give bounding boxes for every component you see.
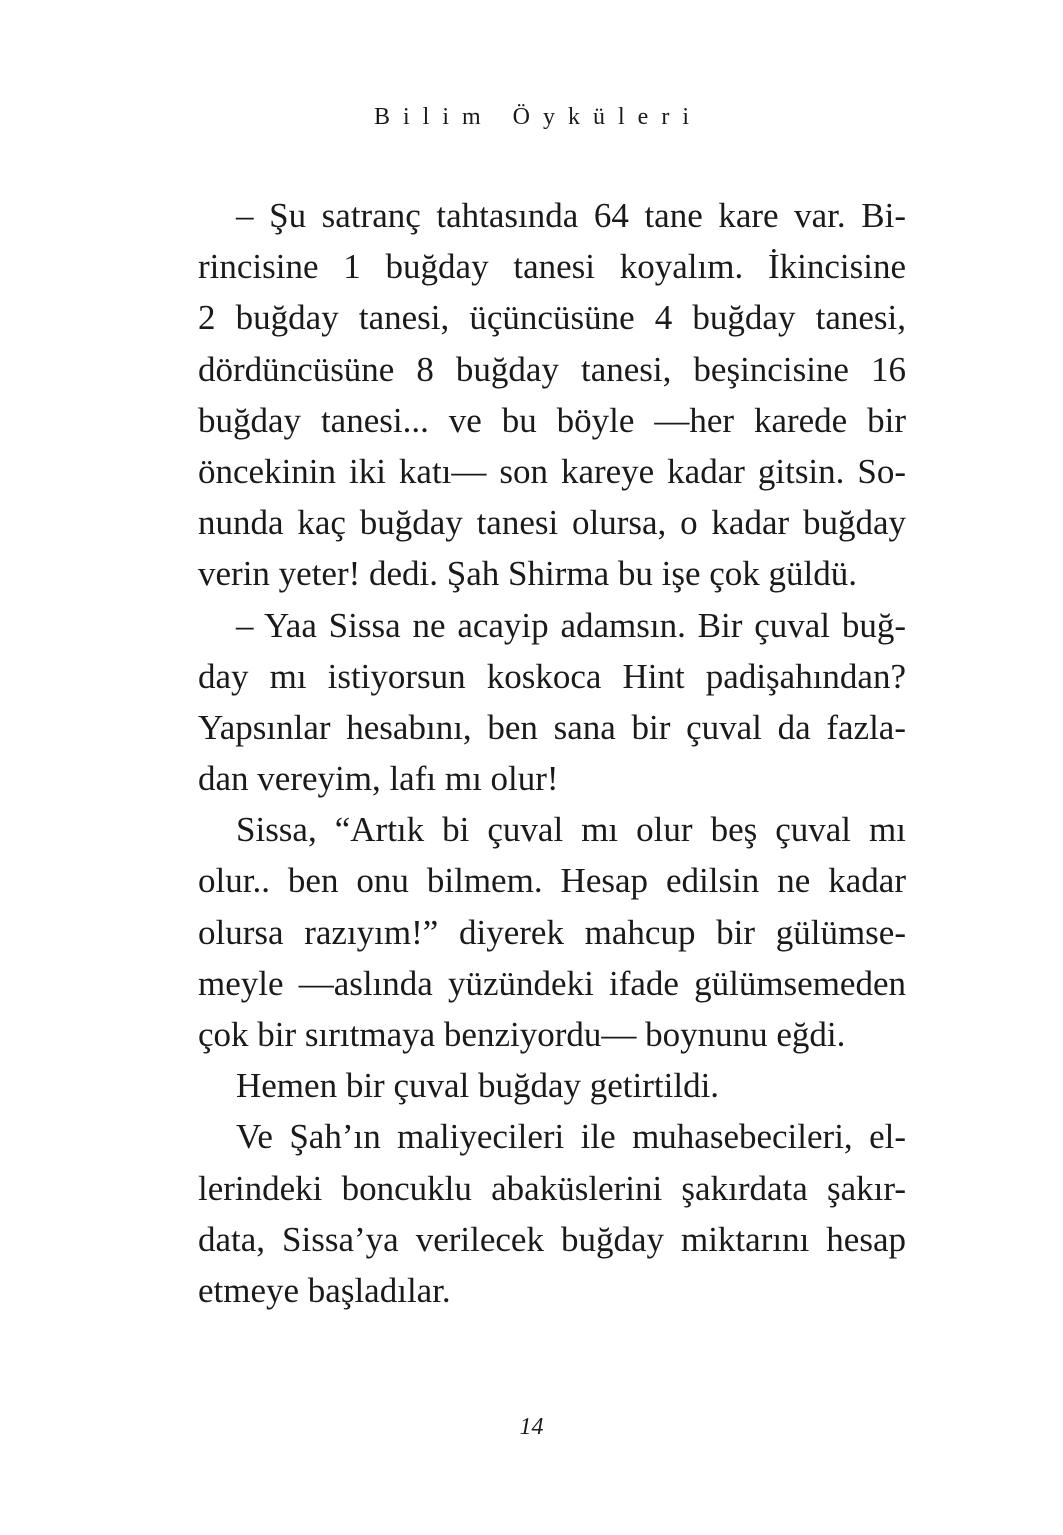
text-line: dördüncüsüne 8 buğday tanesi, beşincisine 16 (198, 349, 906, 389)
text-line: Hemen bir çuval buğday getirtildi. (236, 1066, 720, 1106)
page-number: 14 (519, 1414, 544, 1440)
text-line: – Yaa Sissa ne acayip adamsın. Bir çuval buğ- (236, 605, 906, 645)
text-line: Sissa, “Artık bi çuval mı olur beş çuval mı (236, 810, 906, 850)
running-head: Bilim Öyküleri (374, 104, 702, 130)
text-line: öncekinin iki katı— son kareye kadar gitsin. So- (198, 451, 906, 491)
text-line: day mı istiyorsun koskoca Hint padişahından? (198, 656, 906, 696)
text-line: lerindeki boncuklu abaküslerini şakırdata şakır- (198, 1168, 906, 1208)
text-line: buğday tanesi... ve bu böyle —her karede bir (198, 400, 906, 440)
text-line: rincisine 1 buğday tanesi koyalım. İkincisine (198, 247, 906, 287)
text-line: data, Sissa’ya verilecek buğday miktarını hesap (198, 1219, 906, 1259)
text-line: meyle —aslında yüzündeki ifade gülümsemeden (198, 963, 906, 1003)
text-line: çok bir sırıtmaya benziyordu— boynunu eğdi. (198, 1015, 846, 1054)
text-line: 2 buğday tanesi, üçüncüsüne 4 buğday tanesi, (198, 298, 906, 338)
text-line: etmeye başladılar. (198, 1270, 451, 1310)
text-line: – Şu satranç tahtasında 64 tane kare var. Bi- (236, 196, 906, 235)
body-text (198, 190, 906, 1316)
text-line: olursa razıyım!” diyerek mahcup bir gülümse- (198, 912, 906, 952)
text-line: nunda kaç buğday tanesi olursa, o kadar buğday (198, 503, 906, 543)
text-line: Yapsınlar hesabını, ben sana bir çuval da fazla- (198, 707, 906, 747)
text-line: Ve Şah’ın maliyecileri ile muhasebecileri, el- (236, 1117, 906, 1157)
text-line: dan vereyim, lafı mı olur! (198, 759, 559, 799)
text-line: olur.. ben onu bilmem. Hesap edilsin ne kadar (198, 861, 906, 901)
text-line: verin yeter! dedi. Şah Shirma bu işe çok güldü. (198, 554, 858, 594)
